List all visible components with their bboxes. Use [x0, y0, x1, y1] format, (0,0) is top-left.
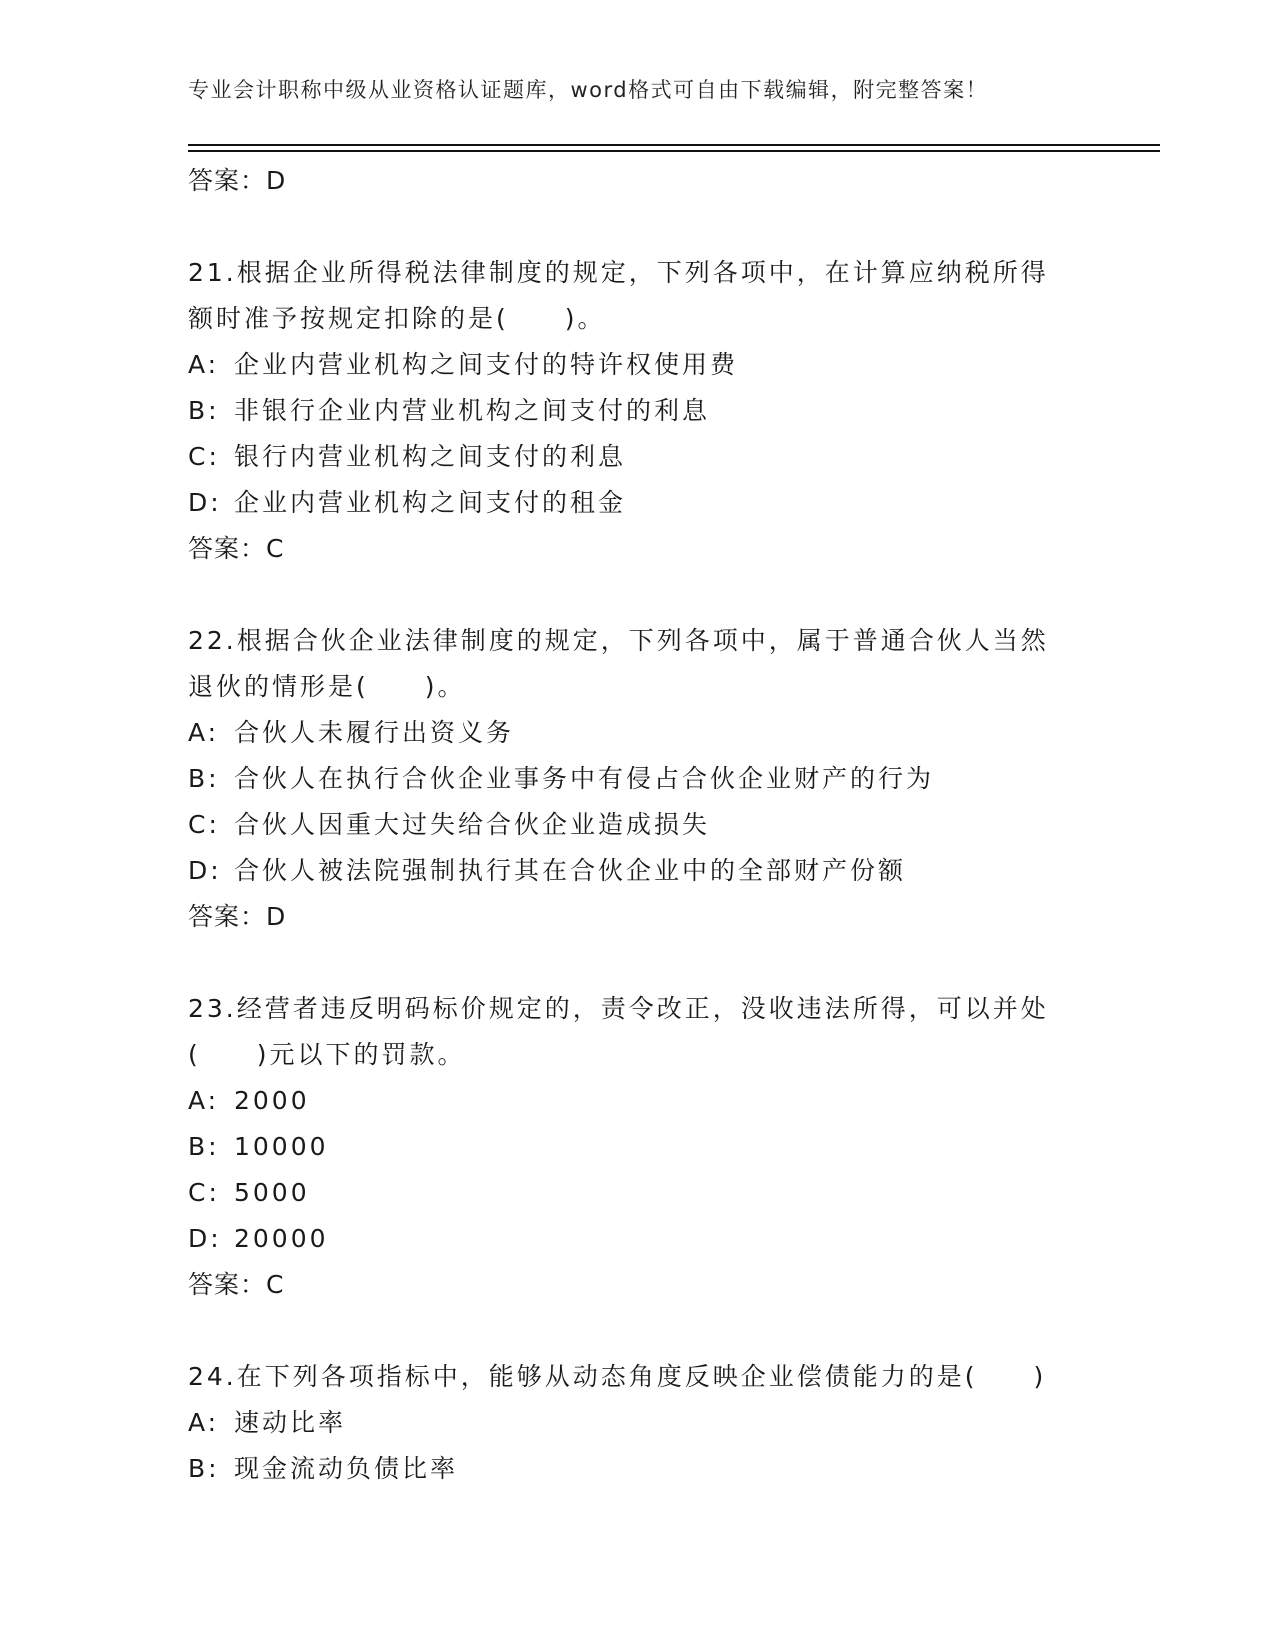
option-letter: D:	[188, 856, 222, 885]
option-letter: B:	[188, 396, 220, 425]
option-b	[188, 1124, 1088, 1170]
option-text: 非银行企业内营业机构之间支付的利息	[234, 396, 711, 425]
answer-line: 答案：C	[188, 534, 285, 563]
document-body	[188, 158, 1088, 1492]
option-letter: B:	[188, 1454, 220, 1483]
option-b	[188, 756, 1088, 802]
option-b	[188, 1446, 1088, 1492]
spacer	[188, 204, 1088, 250]
header-rule-top	[188, 144, 1160, 146]
question-21	[188, 250, 1088, 572]
answer-line: 答案：D	[188, 166, 287, 195]
option-letter: D:	[188, 1224, 222, 1253]
option-text: 企业内营业机构之间支付的租金	[234, 488, 627, 517]
option-text: 银行内营业机构之间支付的利息	[234, 442, 627, 471]
question-22	[188, 618, 1088, 940]
option-d	[188, 480, 1088, 526]
option-letter: A:	[188, 350, 220, 379]
option-a	[188, 1400, 1088, 1446]
header-rule-bottom	[188, 150, 1160, 152]
question-23	[188, 986, 1088, 1308]
option-letter: A:	[188, 718, 220, 747]
option-letter: A:	[188, 1086, 220, 1115]
question-text: 额时准予按规定扣除的是( )。	[188, 304, 606, 333]
spacer	[188, 572, 1088, 618]
option-c	[188, 802, 1088, 848]
spacer	[188, 1308, 1088, 1354]
question-text: 24.在下列各项指标中，能够从动态角度反映企业偿债能力的是( )	[188, 1362, 1047, 1391]
option-letter: B:	[188, 1132, 220, 1161]
option-text: 合伙人因重大过失给合伙企业造成损失	[234, 810, 711, 839]
option-letter: B:	[188, 764, 220, 793]
answer-line: 答案：C	[188, 1270, 285, 1299]
option-a	[188, 710, 1088, 756]
option-letter: D:	[188, 488, 222, 517]
question-text: 22.根据合伙企业法律制度的规定，下列各项中，属于普通合伙人当然	[188, 626, 1049, 655]
question-text: 23.经营者违反明码标价规定的，责令改正，没收违法所得，可以并处	[188, 994, 1049, 1023]
option-c	[188, 1170, 1088, 1216]
option-text: 10000	[234, 1132, 329, 1161]
question-text: ( )元以下的罚款。	[188, 1040, 466, 1069]
option-letter: C:	[188, 442, 220, 471]
option-text: 合伙人在执行合伙企业事务中有侵占合伙企业财产的行为	[234, 764, 935, 793]
question-text: 退伙的情形是( )。	[188, 672, 466, 701]
answer-line: 答案：D	[188, 902, 287, 931]
spacer	[188, 940, 1088, 986]
option-text: 现金流动负债比率	[234, 1454, 459, 1483]
option-text: 合伙人被法院强制执行其在合伙企业中的全部财产份额	[234, 856, 907, 885]
option-c	[188, 434, 1088, 480]
option-text: 企业内营业机构之间支付的特许权使用费	[234, 350, 739, 379]
option-letter: C:	[188, 810, 220, 839]
option-a	[188, 1078, 1088, 1124]
option-b	[188, 388, 1088, 434]
option-a	[188, 342, 1088, 388]
option-text: 2000	[234, 1086, 310, 1115]
option-letter: A:	[188, 1408, 220, 1437]
question-24	[188, 1354, 1088, 1492]
option-text: 5000	[234, 1178, 310, 1207]
option-letter: C:	[188, 1178, 220, 1207]
option-d	[188, 848, 1088, 894]
page-header: 专业会计职称中级从业资格认证题库，word格式可自由下载编辑，附完整答案！	[188, 78, 989, 102]
option-d	[188, 1216, 1088, 1262]
option-text: 合伙人未履行出资义务	[234, 718, 515, 747]
question-text: 21.根据企业所得税法律制度的规定，下列各项中，在计算应纳税所得	[188, 258, 1049, 287]
option-text: 速动比率	[234, 1408, 347, 1437]
option-text: 20000	[234, 1224, 329, 1253]
